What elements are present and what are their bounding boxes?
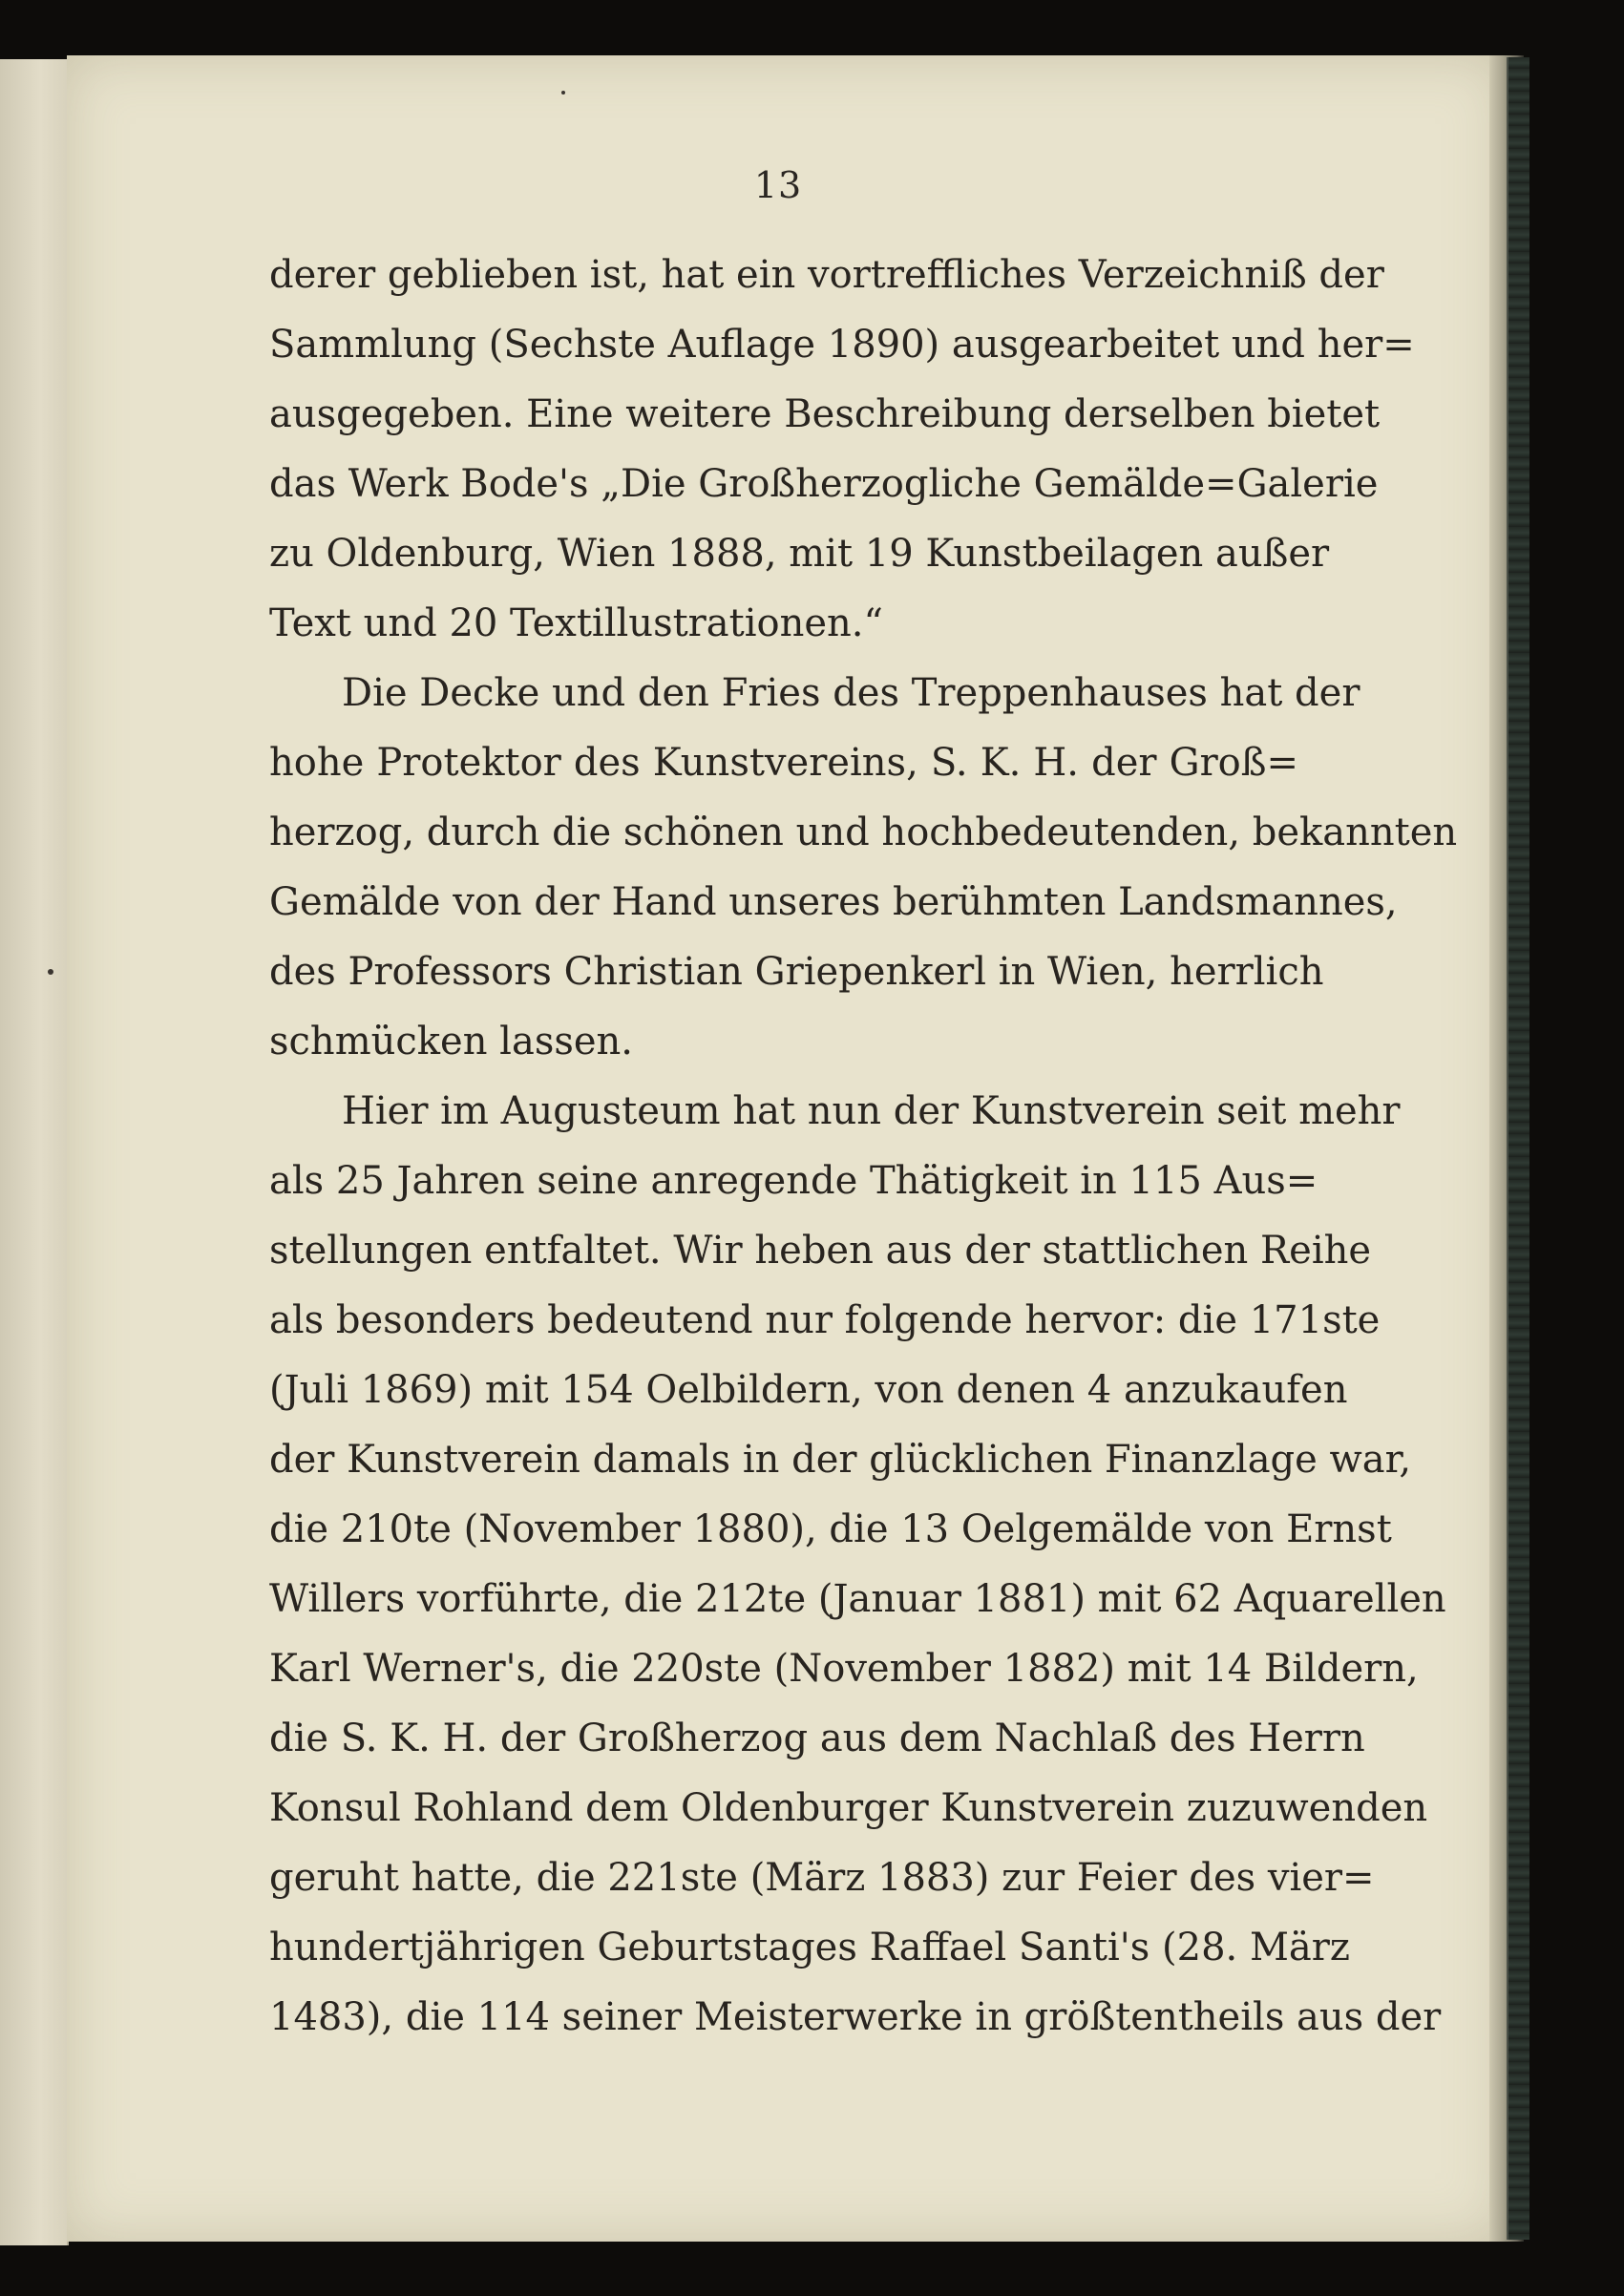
- text-line: Sammlung (Sechste Auflage 1890) ausgearbeitet und her=: [269, 323, 1415, 367]
- body-text: [269, 241, 1458, 2053]
- text-line: Karl Werner's, die 220ste (November 1882) mit 14 Bildern,: [269, 1647, 1419, 1691]
- text-line: derer geblieben ist, hat ein vortreffliches Verzeichniß der: [269, 253, 1384, 297]
- text-line: die 210te (November 1880), die 13 Oelgemälde von Ernst: [269, 1507, 1392, 1551]
- paragraph: [269, 659, 1458, 1077]
- paper-speck: [561, 91, 565, 95]
- text-line: hundertjährigen Geburtstages Raffael Santi's (28. März: [269, 1926, 1350, 1970]
- book-binding: [1507, 57, 1529, 2240]
- paragraph: [269, 241, 1415, 659]
- page-number: 13: [753, 164, 803, 206]
- text-line: die S. K. H. der Großherzog aus dem Nachlaß des Herrn: [269, 1717, 1365, 1760]
- paper-speck: [48, 969, 53, 975]
- text-line: schmücken lassen.: [269, 1020, 634, 1064]
- text-line: als 25 Jahren seine anregende Thätigkeit in 115 Aus=: [269, 1159, 1318, 1203]
- text-line: ausgegeben. Eine weitere Beschreibung derselben bietet: [269, 392, 1381, 436]
- text-line: das Werk Bode's „Die Großherzogliche Gemälde=Galerie: [269, 462, 1379, 506]
- text-line: Die Decke und den Fries des Treppenhauses hat der: [342, 671, 1360, 715]
- text-line: (Juli 1869) mit 154 Oelbildern, von denen 4 anzukaufen: [269, 1368, 1348, 1412]
- text-line: des Professors Christian Griepenkerl in Wien, herrlich: [269, 950, 1324, 994]
- text-line: der Kunstverein damals in der glücklichen Finanzlage war,: [269, 1438, 1412, 1482]
- text-line: hohe Protektor des Kunstvereins, S. K. H. der Groß=: [269, 741, 1298, 785]
- text-line: 1483), die 114 seiner Meisterwerke in größtentheils aus der: [269, 1995, 1442, 2039]
- text-line: stellungen entfaltet. Wir heben aus der stattlichen Reihe: [269, 1229, 1372, 1273]
- text-line: Text und 20 Textillustrationen.“: [269, 601, 883, 645]
- text-line: als besonders bedeutend nur folgende hervor: die 171ste: [269, 1298, 1381, 1342]
- text-line: zu Oldenburg, Wien 1888, mit 19 Kunstbeilagen außer: [269, 532, 1330, 576]
- text-line: Gemälde von der Hand unseres berühmten Landsmannes,: [269, 880, 1398, 924]
- text-line: herzog, durch die schönen und hochbedeutenden, bekannten: [269, 811, 1458, 854]
- facing-page-edge: [0, 59, 69, 2245]
- text-line: geruht hatte, die 221ste (März 1883) zur Feier des vier=: [269, 1856, 1375, 1900]
- paragraph: [269, 1077, 1446, 2053]
- text-line: Willers vorführte, die 212te (Januar 1881) mit 62 Aquarellen: [269, 1577, 1446, 1621]
- text-line: Konsul Rohland dem Oldenburger Kunstverein zuzuwenden: [269, 1786, 1428, 1830]
- text-line: Hier im Augusteum hat nun der Kunstverein seit mehr: [342, 1089, 1401, 1133]
